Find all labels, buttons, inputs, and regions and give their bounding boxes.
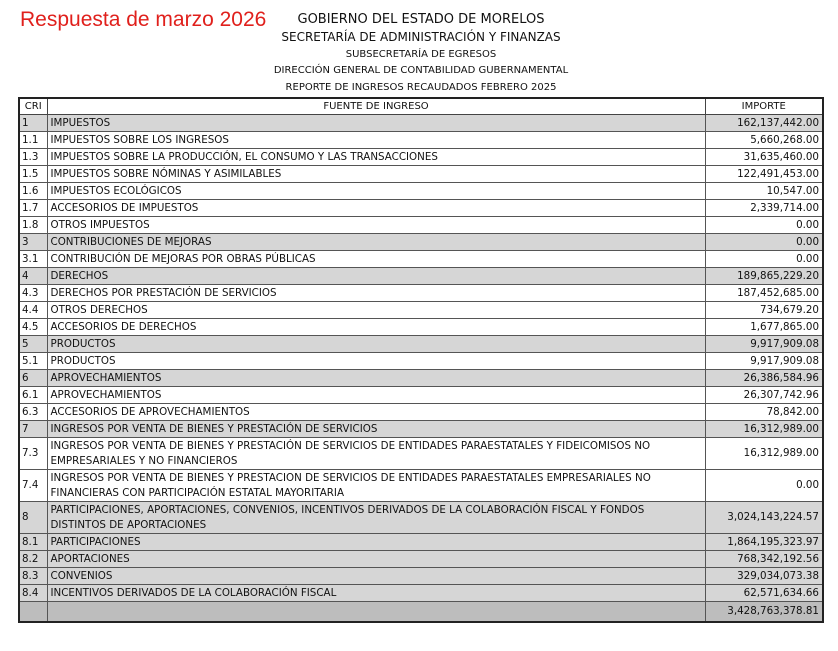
importe-cell: 5,660,268.00 [705, 132, 823, 149]
table-row [19, 183, 823, 200]
fuente-cell: INGRESOS POR VENTA DE BIENES Y PRESTACIÓN DE SERVICIOS [47, 421, 705, 438]
table-row [19, 421, 823, 438]
importe-cell: 0.00 [705, 470, 823, 502]
total-amount: 3,428,763,378.81 [705, 602, 823, 623]
cri-cell: 4 [19, 268, 47, 285]
total-cri-cell [19, 602, 47, 623]
importe-cell: 1,864,195,323.97 [705, 534, 823, 551]
cri-cell: 3.1 [19, 251, 47, 268]
importe-cell: 187,452,685.00 [705, 285, 823, 302]
header-direccion: DIRECCIÓN GENERAL DE CONTABILIDAD GUBERNAMENTAL [273, 65, 569, 76]
fuente-cell: CONVENIOS [47, 568, 705, 585]
fuente-cell: PARTICIPACIONES [47, 534, 705, 551]
fuente-cell: APROVECHAMIENTOS [47, 370, 705, 387]
fuente-cell: INCENTIVOS DERIVADOS DE LA COLABORACIÓN FISCAL [47, 585, 705, 602]
importe-cell: 26,386,584.96 [705, 370, 823, 387]
importe-cell: 9,917,909.08 [705, 353, 823, 370]
column-header-importe: IMPORTE [705, 98, 823, 115]
income-report-table [18, 97, 824, 623]
fuente-cell: IMPUESTOS SOBRE LOS INGRESOS [47, 132, 705, 149]
fuente-cell: CONTRIBUCIÓN DE MEJORAS POR OBRAS PÚBLICAS [47, 251, 705, 268]
cri-cell: 7.4 [19, 470, 47, 502]
importe-cell: 162,137,442.00 [705, 115, 823, 132]
total-label-cell [47, 602, 705, 623]
table-row [19, 438, 823, 470]
table-row [19, 302, 823, 319]
header-secretaria: SECRETARÍA DE ADMINISTRACIÓN Y FINANZAS [281, 30, 561, 44]
cri-cell: 6 [19, 370, 47, 387]
cri-cell: 5 [19, 336, 47, 353]
cri-cell: 1 [19, 115, 47, 132]
table-row [19, 370, 823, 387]
importe-cell: 329,034,073.38 [705, 568, 823, 585]
cri-cell: 1.8 [19, 217, 47, 234]
cri-cell: 4.3 [19, 285, 47, 302]
fuente-cell: APORTACIONES [47, 551, 705, 568]
cri-cell: 8.3 [19, 568, 47, 585]
table-row [19, 502, 823, 534]
fuente-cell: IMPUESTOS ECOLÓGICOS [47, 183, 705, 200]
column-header-fuente: FUENTE DE INGRESO [47, 98, 705, 115]
fuente-cell: DERECHOS POR PRESTACIÓN DE SERVICIOS [47, 285, 705, 302]
cri-cell: 4.5 [19, 319, 47, 336]
importe-cell: 31,635,460.00 [705, 149, 823, 166]
cri-cell: 3 [19, 234, 47, 251]
fuente-cell: APROVECHAMIENTOS [47, 387, 705, 404]
table-row [19, 166, 823, 183]
cri-cell: 8.2 [19, 551, 47, 568]
table-row [19, 387, 823, 404]
importe-cell: 16,312,989.00 [705, 438, 823, 470]
importe-cell: 9,917,909.08 [705, 336, 823, 353]
table-body [19, 115, 823, 602]
header-reporte: REPORTE DE INGRESOS RECAUDADOS FEBRERO 2025 [285, 82, 557, 93]
table-row [19, 404, 823, 421]
header-subsecretaria: SUBSECRETARÍA DE EGRESOS [345, 49, 497, 60]
importe-cell: 0.00 [705, 251, 823, 268]
cri-cell: 7.3 [19, 438, 47, 470]
importe-cell: 734,679.20 [705, 302, 823, 319]
table-row [19, 568, 823, 585]
cri-cell: 1.5 [19, 166, 47, 183]
fuente-cell: IMPUESTOS SOBRE NÓMINAS Y ASIMILABLES [47, 166, 705, 183]
total-row [19, 602, 823, 623]
fuente-cell: PARTICIPACIONES, APORTACIONES, CONVENIOS, INCENTIVOS DERIVADOS DE LA COLABORACIÓN FISCAL Y FONDOS DISTINTOS DE APORTACIONES [47, 502, 705, 534]
cri-cell: 1.3 [19, 149, 47, 166]
table-header-row [19, 98, 823, 115]
cri-cell: 6.3 [19, 404, 47, 421]
importe-cell: 768,342,192.56 [705, 551, 823, 568]
column-header-cri: CRI [19, 98, 47, 115]
importe-cell: 0.00 [705, 234, 823, 251]
importe-cell: 122,491,453.00 [705, 166, 823, 183]
fuente-cell: INGRESOS POR VENTA DE BIENES Y PRESTACION DE SERVICIOS DE ENTIDADES PARAESTATALES EMPRESARIALES NO FINANCIERAS CON PARTICIPACIÓN ESTATAL MAYORITARIA [47, 470, 705, 502]
table-row [19, 285, 823, 302]
table-row [19, 149, 823, 166]
table-row [19, 319, 823, 336]
importe-cell: 16,312,989.00 [705, 421, 823, 438]
fuente-cell: ACCESORIOS DE IMPUESTOS [47, 200, 705, 217]
fuente-cell: IMPUESTOS SOBRE LA PRODUCCIÓN, EL CONSUMO Y LAS TRANSACCIONES [47, 149, 705, 166]
fuente-cell: ACCESORIOS DE APROVECHAMIENTOS [47, 404, 705, 421]
cri-cell: 8 [19, 502, 47, 534]
fuente-cell: IMPUESTOS [47, 115, 705, 132]
fuente-cell: INGRESOS POR VENTA DE BIENES Y PRESTACIÓN DE SERVICIOS DE ENTIDADES PARAESTATALES Y FIDEICOMISOS NO EMPRESARIALES Y NO FINANCIEROS [47, 438, 705, 470]
table-row [19, 115, 823, 132]
cri-cell: 5.1 [19, 353, 47, 370]
fuente-cell: OTROS IMPUESTOS [47, 217, 705, 234]
importe-cell: 78,842.00 [705, 404, 823, 421]
table-row [19, 470, 823, 502]
cri-cell: 8.4 [19, 585, 47, 602]
table-row [19, 268, 823, 285]
table-row [19, 353, 823, 370]
importe-cell: 10,547.00 [705, 183, 823, 200]
table-row [19, 132, 823, 149]
fuente-cell: PRODUCTOS [47, 353, 705, 370]
table-row [19, 234, 823, 251]
importe-cell: 1,677,865.00 [705, 319, 823, 336]
fuente-cell: CONTRIBUCIONES DE MEJORAS [47, 234, 705, 251]
importe-cell: 62,571,634.66 [705, 585, 823, 602]
headline-title: Respuesta de marzo 2026 [20, 8, 267, 31]
cri-cell: 7 [19, 421, 47, 438]
cri-cell: 1.6 [19, 183, 47, 200]
table-row [19, 336, 823, 353]
fuente-cell: OTROS DERECHOS [47, 302, 705, 319]
cri-cell: 6.1 [19, 387, 47, 404]
cri-cell: 1.1 [19, 132, 47, 149]
header-gobierno: GOBIERNO DEL ESTADO DE MORELOS [297, 12, 545, 27]
importe-cell: 0.00 [705, 217, 823, 234]
importe-cell: 2,339,714.00 [705, 200, 823, 217]
cri-cell: 4.4 [19, 302, 47, 319]
table-row [19, 551, 823, 568]
table-row [19, 534, 823, 551]
cri-cell: 1.7 [19, 200, 47, 217]
importe-cell: 26,307,742.96 [705, 387, 823, 404]
table-row [19, 200, 823, 217]
fuente-cell: ACCESORIOS DE DERECHOS [47, 319, 705, 336]
table-row [19, 217, 823, 234]
fuente-cell: DERECHOS [47, 268, 705, 285]
cri-cell: 8.1 [19, 534, 47, 551]
table-row [19, 585, 823, 602]
importe-cell: 3,024,143,224.57 [705, 502, 823, 534]
fuente-cell: PRODUCTOS [47, 336, 705, 353]
importe-cell: 189,865,229.20 [705, 268, 823, 285]
table-row [19, 251, 823, 268]
